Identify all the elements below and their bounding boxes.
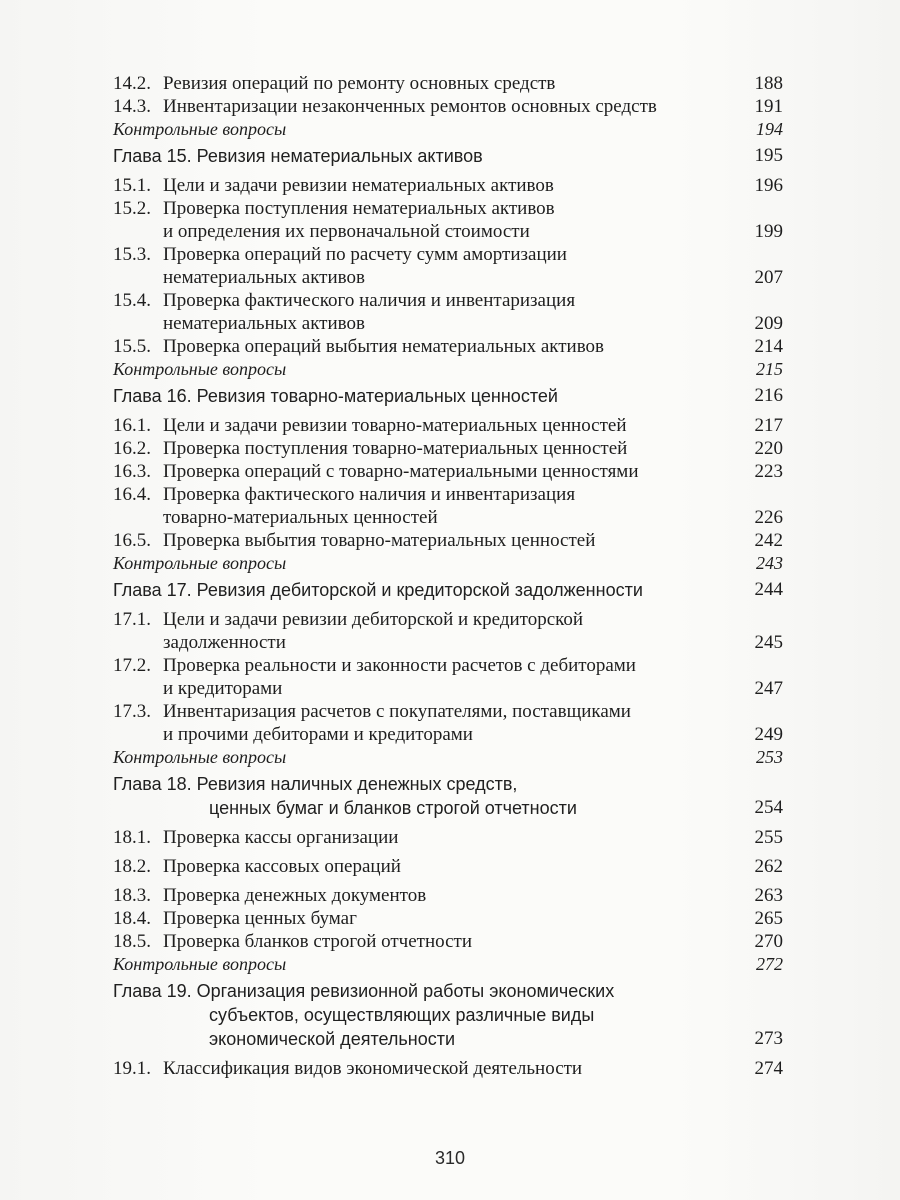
section-title: Проверка кассы организации bbox=[163, 827, 399, 848]
section-title: Цели и задачи ревизии товарно-материальных ценностей bbox=[163, 415, 627, 436]
page-number: 226 bbox=[754, 507, 783, 528]
table-of-contents bbox=[113, 72, 783, 1080]
page-folio: 310 bbox=[434, 1148, 466, 1168]
section-title-line1: Проверка поступления нематериальных активов bbox=[163, 198, 555, 219]
page-number: 209 bbox=[754, 313, 783, 334]
toc-entry-16-3 bbox=[113, 460, 783, 483]
toc-chapter-18 bbox=[113, 772, 783, 820]
toc-entry-16-2 bbox=[113, 437, 783, 460]
section-title-line1: Проверка реальности и законности расчетов с дебиторами bbox=[163, 655, 636, 676]
page-number: 255 bbox=[754, 827, 783, 848]
toc-entry-18-1 bbox=[113, 826, 783, 849]
section-title-line1: Проверка фактического наличия и инвентаризация bbox=[163, 484, 576, 505]
section-title-line1: Инвентаризация расчетов с покупателями, поставщиками bbox=[163, 701, 631, 722]
toc-entry-15-4 bbox=[113, 289, 783, 335]
section-title: Проверка бланков строгой отчетности bbox=[163, 931, 473, 952]
page-number: 245 bbox=[754, 632, 783, 653]
toc-entry-15-2 bbox=[113, 197, 783, 243]
toc-chapter-16 bbox=[113, 384, 783, 408]
chapter-title: Глава 16. Ревизия товарно-материальных ценностей bbox=[113, 386, 558, 406]
section-number: 18.5. bbox=[113, 931, 151, 952]
page-number: 247 bbox=[754, 678, 783, 699]
section-number: 17.1. bbox=[113, 609, 151, 630]
page-number: 191 bbox=[754, 96, 783, 117]
chapter-title: Глава 17. Ревизия дебиторской и кредиторской задолженности bbox=[113, 580, 643, 600]
toc-entry-16-1 bbox=[113, 414, 783, 437]
toc-entry-16-4 bbox=[113, 483, 783, 529]
page-number: 262 bbox=[754, 856, 783, 877]
section-title-line1: Проверка операций по расчету сумм амортизации bbox=[163, 244, 567, 265]
section-title: Проверка поступления товарно-материальных ценностей bbox=[163, 438, 628, 459]
toc-chapter-19 bbox=[113, 979, 783, 1051]
control-questions-label: Контрольные вопросы bbox=[113, 747, 287, 767]
toc-control-questions-17 bbox=[113, 746, 783, 768]
page-number: 195 bbox=[754, 145, 783, 166]
toc-control-questions-14 bbox=[113, 118, 783, 140]
chapter-title-line2: ценных бумаг и бланков строгой отчетности bbox=[209, 798, 577, 818]
page-number: 263 bbox=[754, 885, 783, 906]
page-number: 274 bbox=[754, 1058, 783, 1079]
page-number: 265 bbox=[754, 908, 783, 929]
toc-entry-15-3 bbox=[113, 243, 783, 289]
page-number: 243 bbox=[756, 553, 783, 573]
section-title-line2: задолженности bbox=[163, 632, 286, 653]
page-number: 194 bbox=[756, 119, 783, 139]
section-number: 15.1. bbox=[113, 175, 151, 196]
toc-chapter-17 bbox=[113, 578, 783, 602]
toc-entry-18-4 bbox=[113, 907, 783, 930]
section-number: 18.4. bbox=[113, 908, 151, 929]
page-number: 214 bbox=[754, 336, 783, 357]
section-title: Классификация видов экономической деятельности bbox=[163, 1058, 583, 1079]
section-number: 15.5. bbox=[113, 336, 151, 357]
section-title-line2: нематериальных активов bbox=[163, 267, 365, 288]
section-number: 14.3. bbox=[113, 96, 151, 117]
toc-entry-15-1 bbox=[113, 174, 783, 197]
section-title: Проверка кассовых операций bbox=[163, 856, 401, 877]
page-number: 254 bbox=[754, 797, 783, 818]
chapter-title: Глава 15. Ревизия нематериальных активов bbox=[113, 146, 483, 166]
section-number: 17.2. bbox=[113, 655, 151, 676]
section-title: Проверка ценных бумаг bbox=[163, 908, 357, 929]
chapter-title-line2: субъектов, осуществляющих различные виды bbox=[209, 1005, 595, 1025]
control-questions-label: Контрольные вопросы bbox=[113, 119, 287, 139]
page-number: 242 bbox=[754, 530, 783, 551]
toc-entry-18-5 bbox=[113, 930, 783, 953]
section-title-line1: Проверка фактического наличия и инвентаризация bbox=[163, 290, 576, 311]
toc-control-questions-16 bbox=[113, 552, 783, 574]
chapter-title-line1: Глава 18. Ревизия наличных денежных средств, bbox=[113, 774, 518, 794]
page-number: 188 bbox=[754, 73, 783, 94]
page-number: 220 bbox=[754, 438, 783, 459]
section-number: 18.2. bbox=[113, 856, 151, 877]
toc-entry-18-3 bbox=[113, 884, 783, 907]
page-number: 199 bbox=[754, 221, 783, 242]
page-number: 217 bbox=[754, 415, 783, 436]
toc-entry-17-1 bbox=[113, 608, 783, 654]
section-number: 16.1. bbox=[113, 415, 151, 436]
page-number: 196 bbox=[754, 175, 783, 196]
section-title-line2: товарно-материальных ценностей bbox=[163, 507, 438, 528]
section-title: Проверка операций с товарно-материальными ценностями bbox=[163, 461, 639, 482]
section-number: 19.1. bbox=[113, 1058, 151, 1079]
page-number: 215 bbox=[756, 359, 783, 379]
section-title-line2: и кредиторами bbox=[163, 678, 283, 699]
toc-entry-16-5 bbox=[113, 529, 783, 552]
section-title: Проверка денежных документов bbox=[163, 885, 427, 906]
chapter-title-line1: Глава 19. Организация ревизионной работы экономических bbox=[113, 981, 615, 1001]
section-number: 18.3. bbox=[113, 885, 151, 906]
page-number: 249 bbox=[754, 724, 783, 745]
toc-control-questions-18 bbox=[113, 953, 783, 975]
section-number: 14.2. bbox=[113, 73, 151, 94]
control-questions-label: Контрольные вопросы bbox=[113, 553, 287, 573]
section-title-line2: нематериальных активов bbox=[163, 313, 365, 334]
page-number: 273 bbox=[754, 1028, 783, 1049]
page-number: 272 bbox=[756, 954, 783, 974]
toc-entry-19-1 bbox=[113, 1057, 783, 1080]
section-title: Проверка выбытия товарно-материальных ценностей bbox=[163, 530, 596, 551]
section-number: 16.5. bbox=[113, 530, 151, 551]
toc-control-questions-15 bbox=[113, 358, 783, 380]
section-number: 15.3. bbox=[113, 244, 151, 265]
section-title-line2: и определения их первоначальной стоимости bbox=[163, 221, 530, 242]
section-number: 16.4. bbox=[113, 484, 151, 505]
toc-entry-14-3 bbox=[113, 95, 783, 118]
section-title-line1: Цели и задачи ревизии дебиторской и кредиторской bbox=[163, 609, 584, 630]
section-number: 16.2. bbox=[113, 438, 151, 459]
section-number: 15.2. bbox=[113, 198, 151, 219]
toc-chapter-15 bbox=[113, 144, 783, 168]
page-number: 270 bbox=[754, 931, 783, 952]
toc-entry-17-3 bbox=[113, 700, 783, 746]
toc-entry-17-2 bbox=[113, 654, 783, 700]
section-number: 16.3. bbox=[113, 461, 151, 482]
section-number: 18.1. bbox=[113, 827, 151, 848]
control-questions-label: Контрольные вопросы bbox=[113, 954, 287, 974]
chapter-title-line3: экономической деятельности bbox=[209, 1029, 456, 1049]
page-number: 207 bbox=[754, 267, 783, 288]
section-title-line2: и прочими дебиторами и кредиторами bbox=[163, 724, 473, 745]
section-title: Инвентаризации незаконченных ремонтов основных средств bbox=[163, 96, 657, 117]
page-number: 244 bbox=[754, 579, 783, 600]
section-number: 15.4. bbox=[113, 290, 151, 311]
toc-entry-18-2 bbox=[113, 855, 783, 878]
section-title: Цели и задачи ревизии нематериальных активов bbox=[163, 175, 554, 196]
page-number: 253 bbox=[756, 747, 783, 767]
section-number: 17.3. bbox=[113, 701, 151, 722]
section-title: Проверка операций выбытия нематериальных активов bbox=[163, 336, 605, 357]
page-number: 223 bbox=[754, 461, 783, 482]
toc-entry-15-5 bbox=[113, 335, 783, 358]
toc-entry-14-2 bbox=[113, 72, 783, 95]
page-number: 216 bbox=[754, 385, 783, 406]
section-title: Ревизия операций по ремонту основных средств bbox=[163, 73, 556, 94]
control-questions-label: Контрольные вопросы bbox=[113, 359, 287, 379]
